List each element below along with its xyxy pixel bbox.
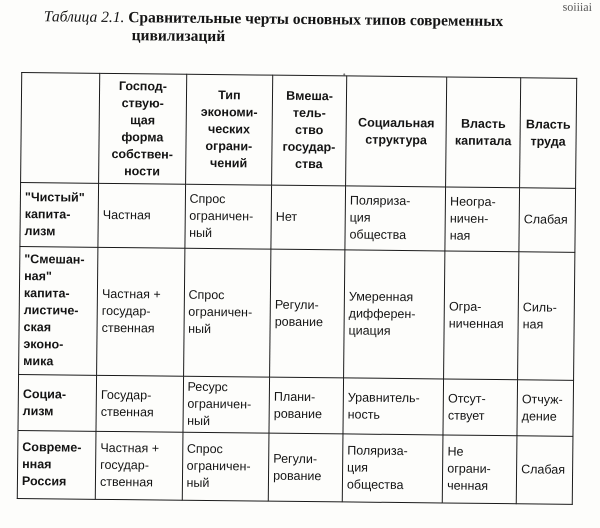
- caption-title-line2: цивилизаций: [131, 27, 226, 46]
- table-cell: Регули- рование: [270, 249, 345, 378]
- table-cell: Отсут- ствует: [443, 379, 517, 436]
- comparison-table: [17, 72, 577, 505]
- table-cell: Спрос ограничен- ный: [182, 432, 269, 501]
- header-social-structure: Социальная структура: [346, 76, 447, 187]
- table-row: [19, 247, 575, 381]
- header-corner: [21, 73, 100, 184]
- table-row: [20, 183, 576, 253]
- table-cell: Поляриза- ция общества: [345, 186, 446, 251]
- table-cell: Частная + государ- ственная: [97, 247, 185, 376]
- row-label: "Чистый" капита- лизм: [20, 183, 99, 248]
- row-label: Социа- лизм: [18, 375, 97, 432]
- header-economic-limits: Тип экономи- ческих ограни- чений: [185, 74, 273, 185]
- table-cell: Нет: [271, 185, 346, 250]
- table-caption: [44, 8, 584, 50]
- table-row: [18, 375, 574, 437]
- table-cell: Ресурс ограничен- ный: [183, 376, 270, 433]
- table-cell: Слабая: [519, 188, 576, 253]
- table-header-row: [21, 73, 577, 189]
- table-cell: Неогра- ничен- ная: [445, 187, 520, 252]
- caption-label: Таблица 2.1.: [43, 8, 125, 27]
- table-cell: Огра- ниченная: [444, 251, 519, 380]
- table-cell: Слабая: [516, 436, 573, 505]
- table-cell: Частная + государ- ственная: [95, 431, 182, 500]
- table-cell: Спрос ограничен- ный: [183, 248, 271, 377]
- table-cell: Частная: [98, 183, 185, 248]
- table-cell: Поляриза- ция общества: [342, 434, 443, 503]
- corner-fragment: soiiiai: [562, 0, 593, 14]
- table-cell: Спрос ограничен- ный: [185, 184, 272, 249]
- header-ownership: Господ- ствую- щая форма собствен- ности: [99, 73, 187, 184]
- table-cell: Регули- рование: [268, 433, 343, 502]
- header-labor-power: Власть труда: [520, 78, 577, 189]
- caption-title-line1: Сравнительные черты основных типов современных: [128, 9, 504, 31]
- table-cell: Плани- рование: [269, 377, 343, 434]
- table-cell: Силь- ная: [518, 252, 575, 381]
- table-cell: Отчуж- дение: [517, 380, 574, 437]
- table-row: [17, 431, 573, 505]
- table-cell: Не ограни- ченная: [442, 435, 517, 504]
- header-state-intervention: Вмеша- тель- ство государ- ства: [272, 75, 347, 186]
- header-capital-power: Власть капитала: [446, 77, 521, 188]
- row-label: Совреме- нная Россия: [17, 431, 96, 500]
- table-cell: Государ- ственная: [96, 375, 183, 432]
- table-cell: Умеренная дифферен- циация: [344, 250, 446, 379]
- table-cell: Уравнитель- ность: [343, 378, 444, 435]
- row-label: "Смешан- ная" капита- листиче- ская эконо- мика: [19, 247, 98, 376]
